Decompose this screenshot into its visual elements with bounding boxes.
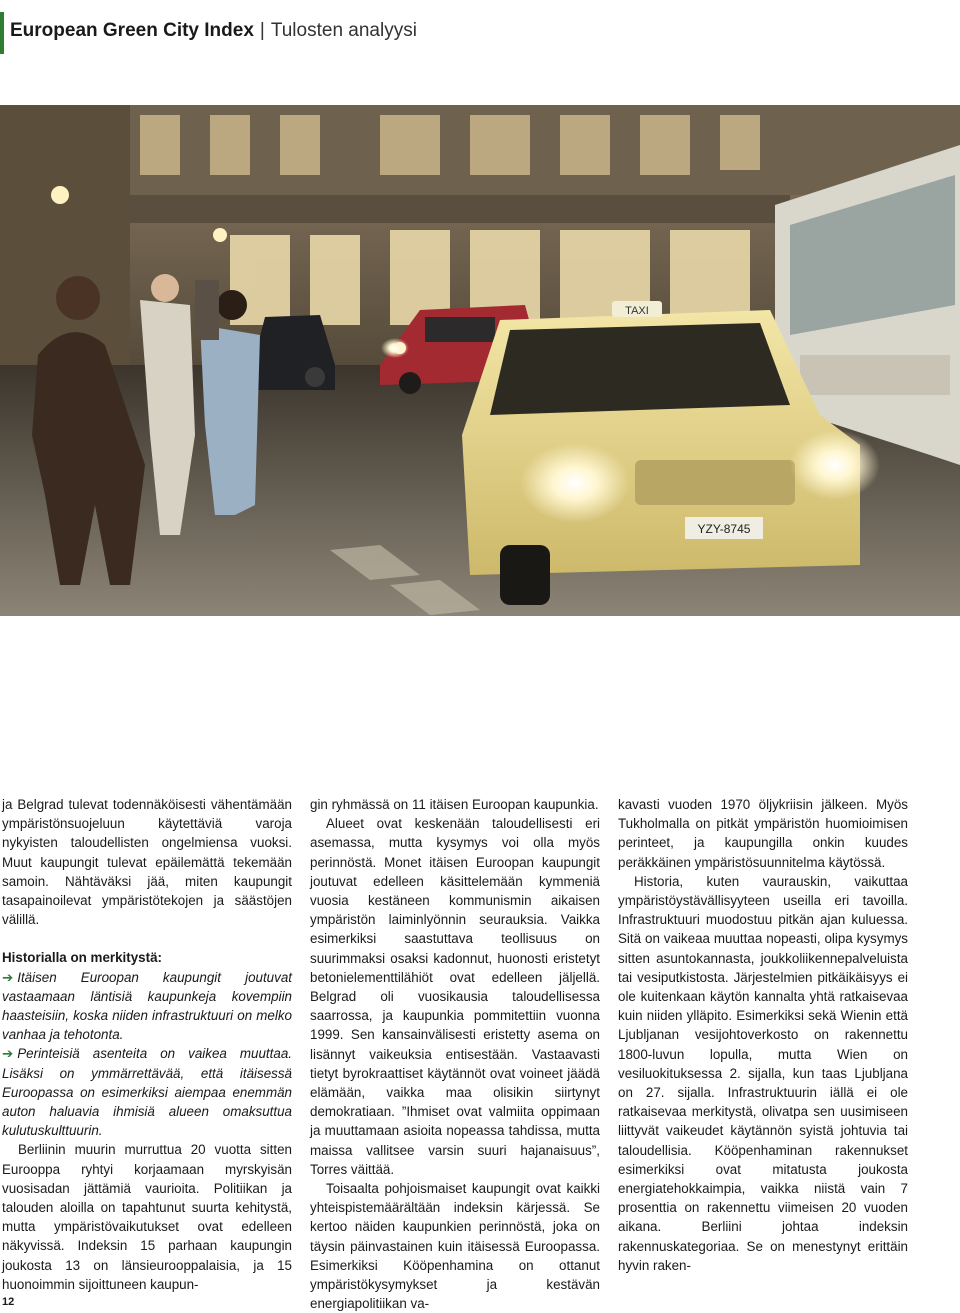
arrow-right-icon: ➔	[2, 969, 14, 985]
key-finding-text: Itäisen Euroopan kaupungit joutuvat vastaamaan läntisiä kaupunkeja kovempiin haasteisiin, koska niiden infrastruktuuri on melko vanhaa ja tehotonta.	[2, 969, 292, 1043]
page-header	[0, 12, 960, 54]
key-findings-box	[2, 948, 292, 1140]
paragraph: Historia, kuten vaurauskin, vaikuttaa ympäristöystävällisyyteen useilla eri tavoilla. Infrastruktuuri muodostuu pitkän ajan kuluessa. Sitä on vaikeaa muuttaa nopeasti, olipa kysymys sitten asuntokannasta, joukkoliikennepalveluista tai vesiputkistosta. Järjestelmien pitkäikäisyys ei ole kuitenkaan käytön kannalta yhtä ratkaisevaa kuin niiden ylläpito. Esimerkiksi sekä Wienin että Ljubljanan vesijohtoverkosto on rakennettu 1800-luvun lopulla, mutta Wien on vesiluokituksessa 2. sijalla, kun taas Ljubljana on 27. sijalla. Infrastruktuurin iällä ei ole ratkaisevaa merkitystä, olivatpa sen uusimiseen liittyvät vaikeudet käytännön syistä johtuvia tai taloudellisia. Kööpenhaminan rakennukset esimerkiksi ovat mitatusta joukosta energiatehokkaimpia, vaikka niistä vain 7 prosenttia on rakennettu viimeisen 20 vuoden aikana. Berliini johtaa indeksin rakennuskategoriaa. Se on menestynyt erittäin hyvin raken-	[618, 873, 908, 1273]
paragraph: ja Belgrad tulevat todennäköisesti vähentämään ympäristönsuojeluun käytettäviä varoja nykyisten taloudellisten ongelmiensa vuoksi. Muut kaupungit tulevat epäilemättä tekemään samoin. Nähtäväksi jää, miten kaupungit tasapainoilevat ympäristötekojen ja säästöjen välillä.	[2, 797, 292, 928]
key-finding-item	[2, 968, 292, 1045]
paragraph: Berliinin muurin murruttua 20 vuotta sitten Eurooppa ryhtyi korjaamaan myrskyisän vuosisadan jättämiä vaurioita. Politiikan ja talouden aloilla on tapahtunut suurta kehitystä, mutta ympäristövaikutukset ovat edelleen näkyvissä. Indeksin 15 parhaan kaupungin joukosta 13 on länsieurooppalaisia, ja 15 huonoimmin sijoittuneen kaupun-	[2, 1142, 292, 1292]
key-finding-text: Perinteisiä asenteita on vaikea muuttaa. Lisäksi on ymmärrettävää, että itäisessä Euroopassa on esimerkiksi aiempaa enemmän auton haluavia ihmisiä alueen omaksuttua kulutuskulttuurin.	[2, 1046, 292, 1139]
taxi-roof-sign: TAXI	[625, 305, 649, 317]
building-awning	[90, 195, 790, 223]
text-column-1	[2, 795, 292, 1294]
page-number: 12	[2, 1296, 15, 1308]
key-finding-item	[2, 1044, 292, 1140]
text-column-3	[618, 795, 908, 1275]
left-building	[0, 105, 130, 365]
text-column-2	[310, 795, 600, 1313]
key-findings-heading: Historialla on merkitystä:	[2, 950, 162, 966]
report-subtitle: Tulosten analyysi	[270, 20, 417, 41]
dark-car	[250, 315, 335, 390]
report-title: European Green City Index	[10, 20, 254, 41]
paragraph: gin ryhmässä on 11 itäisen Euroopan kaupunkia.	[310, 797, 599, 812]
paragraph: Toisaalta pohjoismaiset kaupungit ovat kaikki yhteispistemäärältään indeksin kärjessä. Se kertoo näiden kaupunkien perinnöstä, joka on täysin päinvastainen kuin itäisessä Euroopassa. Esimerkiksi Kööpenhamina on ottanut ympäristökysymykset ja kestävän energiapolitiikan va-	[310, 1181, 600, 1312]
license-plate: ΥΖΥ-8745	[697, 522, 751, 536]
title-separator: |	[259, 20, 265, 41]
paragraph: Alueet ovat keskenään taloudellisesti eri asemassa, mutta kysymys voi olla myös perinnöstä. Monet itäisen Euroopan kaupungit joutuvat edelleen käsittelemään kymmeniä vuosia kestäneen kommunismin aikaisen ympäristön laiminlyönnin seurauksia. Vaikka esimerkiksi saastuttava teollisuus on suurimmaksi osaksi kadonnut, huonosti eristetyt betonielementtilähiöt ovat edelleen jäljellä. Belgrad oli vuosikausia taloudellisessa saarrossa, ja kaupunkia pommitettiin vuonna 1999. Sen kansainvälisesti eristetty asema on lisännyt vaikeuksia entisestään. Vastaavasti tietyt byrokraattiset käytännöt ovat voineet jäädä elämään, vaikka maa olisikin siirtynyt demokratiaan. ”Ihmiset ovat valmiita oppimaan ja muuttamaan asioita nopeassa tahdissa, mutta maissa vallitsee varsin suuri hajanaisuus”, Torres väittää.	[310, 816, 600, 1177]
street-photo	[0, 105, 960, 616]
arrow-right-icon: ➔	[2, 1046, 14, 1062]
header-accent-bar	[0, 12, 4, 54]
page-title	[10, 20, 417, 42]
paragraph: kavasti vuoden 1970 öljykriisin jälkeen. Myös Tukholmalla on pitkät ympäristön huomioimisen perinteet, ja kaupungilla onkin kuudes peräkkäinen ympäristösuunnitelma käytössä.	[618, 797, 908, 870]
